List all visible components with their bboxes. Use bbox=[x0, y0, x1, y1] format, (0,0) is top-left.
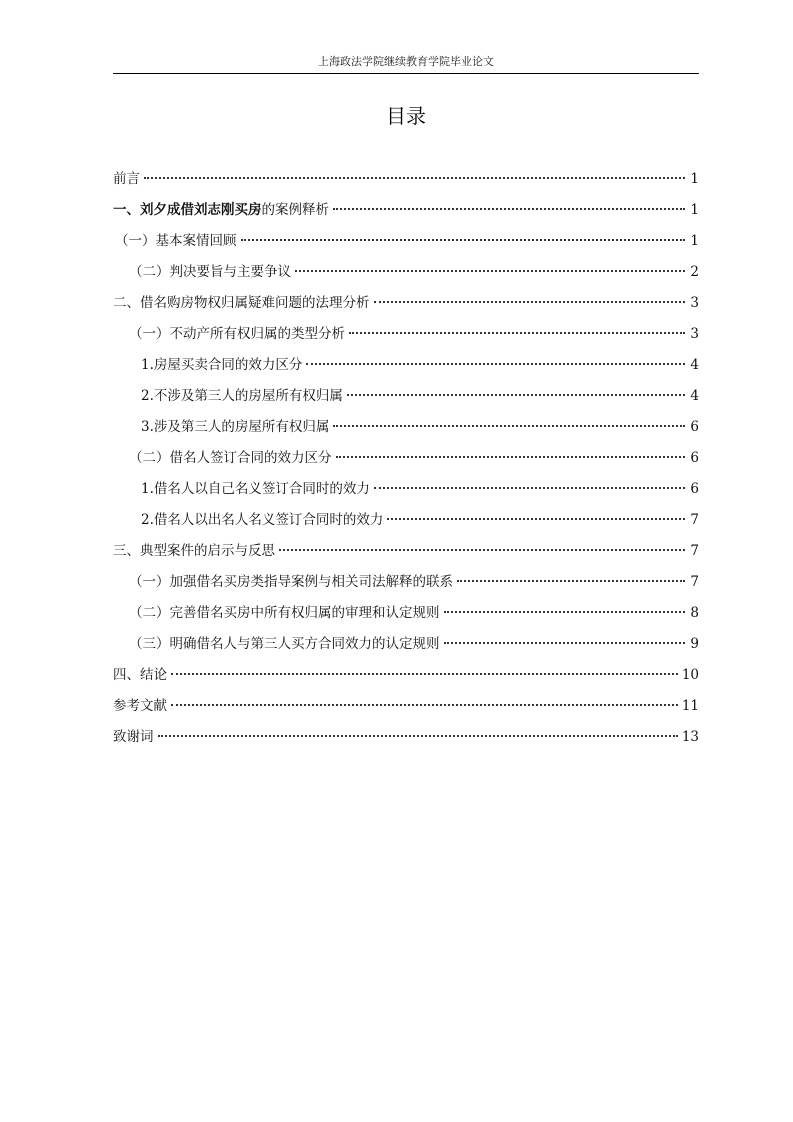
toc-entry-label: 2.不涉及第三人的房屋所有权归属 bbox=[141, 388, 343, 404]
dot-leader bbox=[279, 549, 685, 551]
dot-leader bbox=[333, 208, 685, 210]
table-of-contents bbox=[113, 166, 699, 755]
toc-entry-label: 2.借名人以出名人名义签订合同时的效力 bbox=[141, 512, 384, 528]
toc-title: 目录 bbox=[386, 104, 426, 128]
toc-entry[interactable] bbox=[113, 445, 699, 476]
toc-entry-label-bold: 一、刘夕成借刘志刚买房 bbox=[113, 202, 262, 218]
dot-leader bbox=[374, 301, 686, 303]
toc-entry-page: 1 bbox=[690, 202, 699, 218]
toc-entry[interactable] bbox=[113, 724, 699, 755]
toc-entry[interactable] bbox=[113, 507, 699, 538]
toc-entry-label: 参考文献 bbox=[113, 698, 167, 714]
toc-entry[interactable] bbox=[113, 166, 699, 197]
toc-entry-page: 3 bbox=[690, 295, 699, 311]
toc-entry-page: 7 bbox=[690, 512, 699, 528]
toc-entry-label: 3.涉及第三人的房屋所有权归属 bbox=[141, 419, 330, 435]
toc-entry-label: 致谢词 bbox=[113, 729, 154, 745]
toc-entry-page: 7 bbox=[690, 574, 699, 590]
toc-entry-page: 13 bbox=[681, 729, 699, 745]
dot-leader bbox=[171, 673, 678, 675]
dot-leader bbox=[241, 239, 686, 241]
toc-entry-label: 1.借名人以自己名义签订合同时的效力 bbox=[141, 481, 370, 497]
dot-leader bbox=[158, 735, 678, 737]
toc-entry[interactable] bbox=[113, 662, 699, 693]
toc-entry-page: 4 bbox=[690, 357, 699, 373]
dot-leader bbox=[349, 332, 685, 334]
toc-entry[interactable] bbox=[113, 228, 699, 259]
dot-leader bbox=[171, 704, 678, 706]
dot-leader bbox=[295, 270, 685, 272]
toc-entry-page: 6 bbox=[690, 450, 699, 466]
toc-entry-label: 前言 bbox=[113, 171, 140, 187]
toc-entry-page: 10 bbox=[681, 667, 699, 683]
toc-entry-label: 二、借名购房物权归属疑难问题的法理分析 bbox=[113, 295, 370, 311]
toc-entry-label: （一）加强借名买房类指导案例与相关司法解释的联系 bbox=[129, 574, 453, 590]
toc-entry-label: （二）完善借名买房中所有权归属的审理和认定规则 bbox=[129, 605, 440, 621]
toc-entry-page: 9 bbox=[690, 636, 699, 652]
toc-entry[interactable] bbox=[113, 352, 699, 383]
dot-leader bbox=[374, 487, 685, 489]
toc-entry[interactable] bbox=[113, 414, 699, 445]
toc-entry[interactable] bbox=[113, 600, 699, 631]
dot-leader bbox=[387, 518, 685, 520]
dot-leader bbox=[306, 363, 685, 365]
toc-entry-label: （一）基本案情回顾 bbox=[115, 233, 237, 249]
dot-leader bbox=[347, 394, 685, 396]
toc-entry[interactable] bbox=[113, 538, 699, 569]
toc-entry-page: 6 bbox=[690, 481, 699, 497]
toc-entry-label: （二）借名人签订合同的效力区分 bbox=[129, 450, 332, 466]
dot-leader bbox=[333, 425, 685, 427]
dot-leader bbox=[444, 611, 686, 613]
toc-entry[interactable] bbox=[113, 693, 699, 724]
header-rule bbox=[113, 73, 699, 74]
toc-entry-page: 4 bbox=[690, 388, 699, 404]
toc-entry-page: 6 bbox=[690, 419, 699, 435]
page-header: 上海政法学院继续教育学院毕业论文 bbox=[318, 55, 494, 68]
toc-entry-label: （二）判决要旨与主要争议 bbox=[129, 264, 291, 280]
dot-leader bbox=[144, 177, 685, 179]
toc-entry[interactable] bbox=[113, 569, 699, 600]
toc-entry-page: 1 bbox=[690, 233, 699, 249]
toc-entry[interactable] bbox=[113, 321, 699, 352]
toc-entry-page: 7 bbox=[690, 543, 699, 559]
toc-entry[interactable] bbox=[113, 290, 699, 321]
toc-entry[interactable] bbox=[113, 383, 699, 414]
toc-entry-label: （三）明确借名人与第三人买方合同效力的认定规则 bbox=[129, 636, 440, 652]
toc-entry-label: 四、结论 bbox=[113, 667, 167, 683]
toc-entry-label-rest: 的案例释析 bbox=[261, 202, 329, 218]
toc-entry[interactable] bbox=[113, 259, 699, 290]
toc-entry-label: 1.房屋买卖合同的效力区分 bbox=[141, 357, 303, 373]
dot-leader bbox=[457, 580, 685, 582]
toc-entry-page: 1 bbox=[690, 171, 699, 187]
toc-entry-label: 三、典型案件的启示与反思 bbox=[113, 543, 275, 559]
toc-entry-page: 2 bbox=[690, 264, 699, 280]
toc-entry[interactable] bbox=[113, 476, 699, 507]
dot-leader bbox=[444, 642, 686, 644]
toc-entry-page: 3 bbox=[690, 326, 699, 342]
toc-entry[interactable] bbox=[113, 197, 699, 228]
toc-entry-label bbox=[113, 197, 329, 223]
dot-leader bbox=[336, 456, 686, 458]
toc-entry-page: 11 bbox=[681, 698, 699, 714]
toc-entry-label: （一）不动产所有权归属的类型分析 bbox=[129, 326, 345, 342]
toc-entry[interactable] bbox=[113, 631, 699, 662]
toc-entry-page: 8 bbox=[690, 605, 699, 621]
